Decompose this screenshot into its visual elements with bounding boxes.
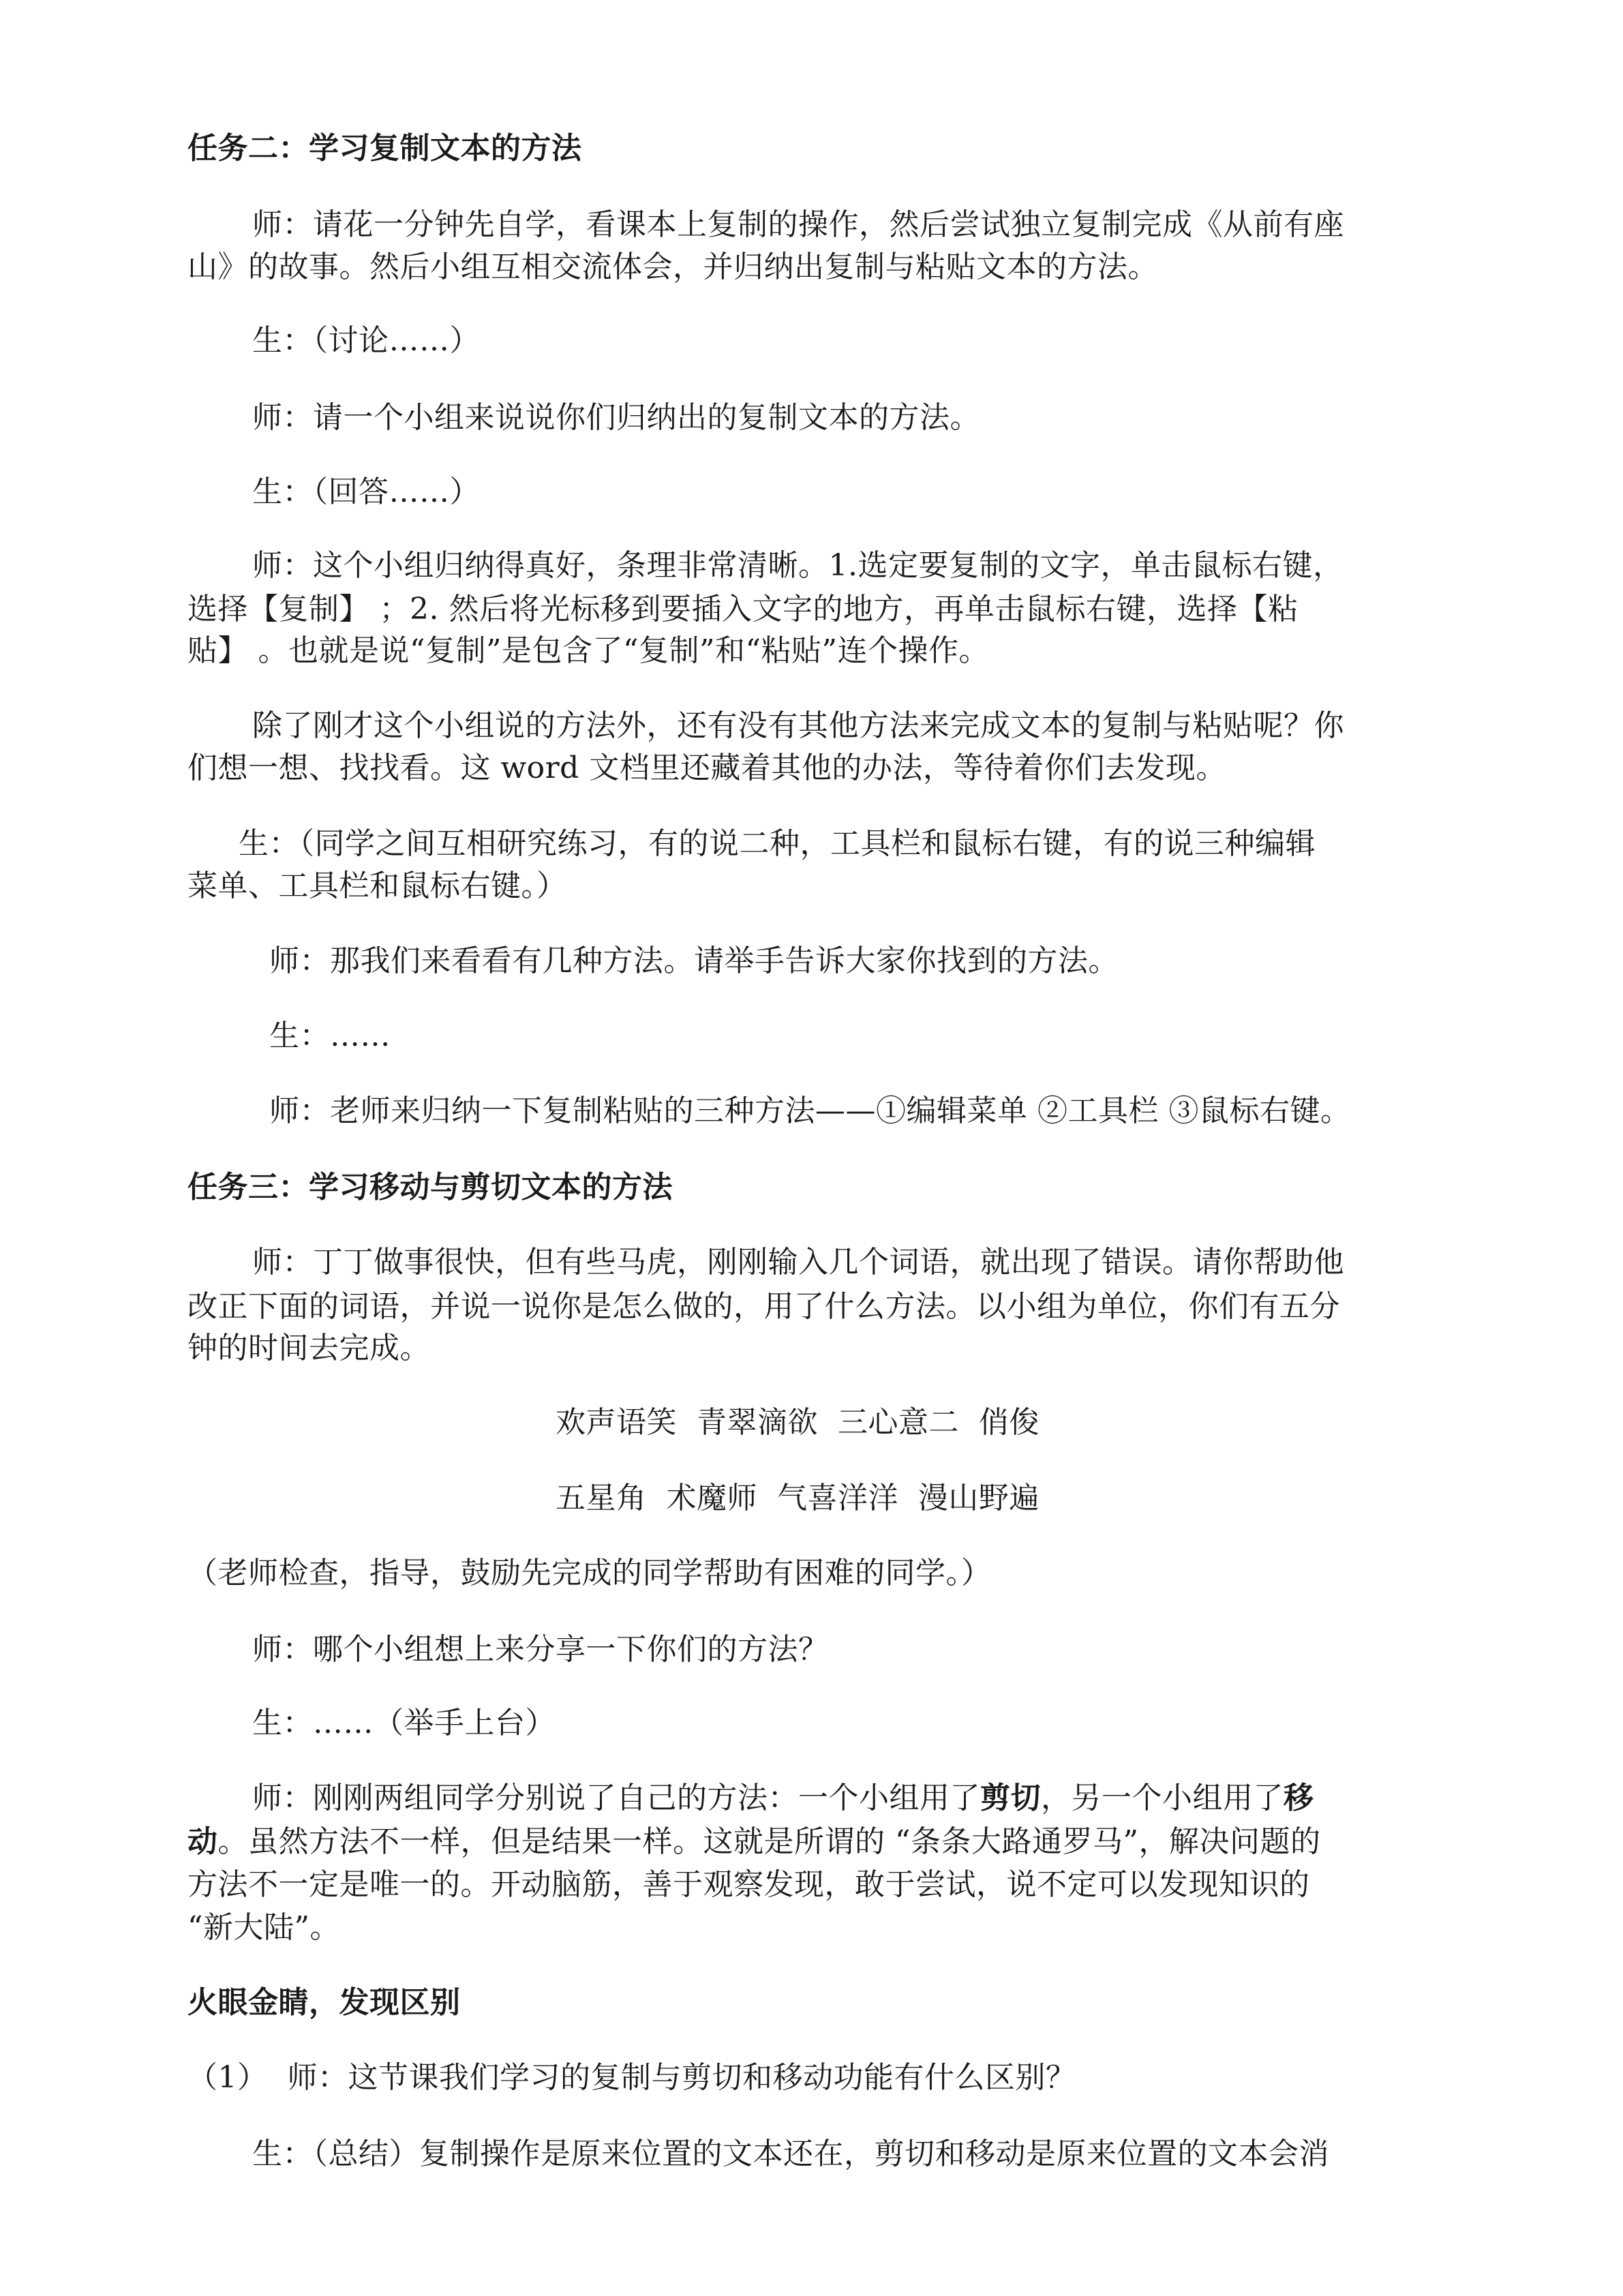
task3-paragraph-line: 钟的时间去完成。	[187, 1331, 430, 1365]
bold-term-move: 动	[187, 1824, 218, 1859]
question-line: （1） 师：这节课我们学习的复制与剪切和移动功能有什么区别？	[187, 2060, 1076, 2095]
word-list-line: 欢声语笑 青翠滴欲 三心意二 俏俊	[556, 1405, 1040, 1440]
task2-paragraph-line: 师：请花一分钟先自学，看课本上复制的操作，然后尝试独立复制完成《从前有座	[252, 207, 1344, 242]
student-line: 生：（回答……）	[252, 474, 480, 509]
student-line: 生：（总结）复制操作是原来位置的文本还在，剪切和移动是原来位置的文本会消	[252, 2136, 1329, 2171]
task2-paragraph-line: 师：这个小组归纳得真好，条理非常清晰。1.选定要复制的文字，单击鼠标右键，	[252, 548, 1344, 583]
student-line: 生：……	[269, 1018, 391, 1053]
student-line: 生：……（举手上台）	[252, 1706, 556, 1740]
task2-heading: 任务二：学习复制文本的方法	[187, 131, 582, 166]
student-line: 生：（同学之间互相研究练习，有的说二种，工具栏和鼠标右键，有的说三种编辑	[239, 826, 1316, 861]
bold-term-cut: 剪切	[980, 1781, 1041, 1815]
task2-paragraph-line: 贴】 。也就是说“复制”是包含了“复制”和“粘贴”连个操作。	[187, 633, 989, 668]
task2-paragraph-line: 山》的故事。然后小组互相交流体会，并归纳出复制与粘贴文本的方法。	[187, 250, 1158, 284]
teacher-note: （老师检查，指导，鼓励先完成的同学帮助有困难的同学。）	[187, 1556, 992, 1590]
section4-heading: 火眼金睛，发现区别	[187, 1985, 461, 2020]
student-line: 菜单、工具栏和鼠标右键。）	[187, 868, 567, 903]
task2-paragraph-line: 除了刚才这个小组说的方法外，还有没有其他方法来完成文本的复制与粘贴呢？你	[252, 708, 1344, 743]
student-line: 生：（讨论……）	[252, 323, 480, 358]
text-segment: ，另一个小组用了	[1041, 1781, 1284, 1815]
text-segment: 师：刚刚两组同学分别说了自己的方法：一个小组用了	[252, 1781, 980, 1815]
teacher-line: 师：哪个小组想上来分享一下你们的方法？	[252, 1632, 829, 1667]
word-list-line: 五星角 术魔师 气喜洋洋 漫山野遍	[556, 1481, 1040, 1515]
teacher-line: 师：那我们来看看有几种方法。请举手告诉大家你找到的方法。	[269, 943, 1119, 978]
task3-paragraph-line	[252, 1778, 1314, 1819]
task3-paragraph-line	[187, 1822, 1320, 1862]
teacher-line: 师：请一个小组来说说你们归纳出的复制文本的方法。	[252, 400, 980, 435]
task3-heading: 任务三：学习移动与剪切文本的方法	[187, 1170, 673, 1205]
task2-paragraph-line: 选择【复制】 ；2. 然后将光标移到要插入文字的地方，再单击鼠标右键，选择【粘	[187, 592, 1299, 626]
task3-paragraph-line: 方法不一定是唯一的。开动脑筋，善于观察发现，敢于尝试，说不定可以发现知识的	[187, 1867, 1310, 1902]
task3-paragraph-line: 改正下面的词语，并说一说你是怎么做的，用了什么方法。以小组为单位，你们有五分	[187, 1289, 1340, 1324]
teacher-line: 师：老师来归纳一下复制粘贴的三种方法——①编辑菜单 ②工具栏 ③鼠标右键。	[269, 1093, 1351, 1128]
text-segment: 。虽然方法不一样，但是结果一样。这就是所谓的 “条条大路通罗马”，解决问题的	[217, 1824, 1321, 1859]
task3-paragraph-line: 师：丁丁做事很快，但有些马虎，刚刚输入几个词语，就出现了错误。请你帮助他	[252, 1245, 1344, 1280]
bold-term-move: 移	[1284, 1781, 1314, 1815]
task2-paragraph-line: 们想一想、找找看。这 word 文档里还藏着其他的办法，等待着你们去发现。	[187, 751, 1226, 785]
task3-paragraph-line: “新大陆”。	[187, 1910, 340, 1945]
